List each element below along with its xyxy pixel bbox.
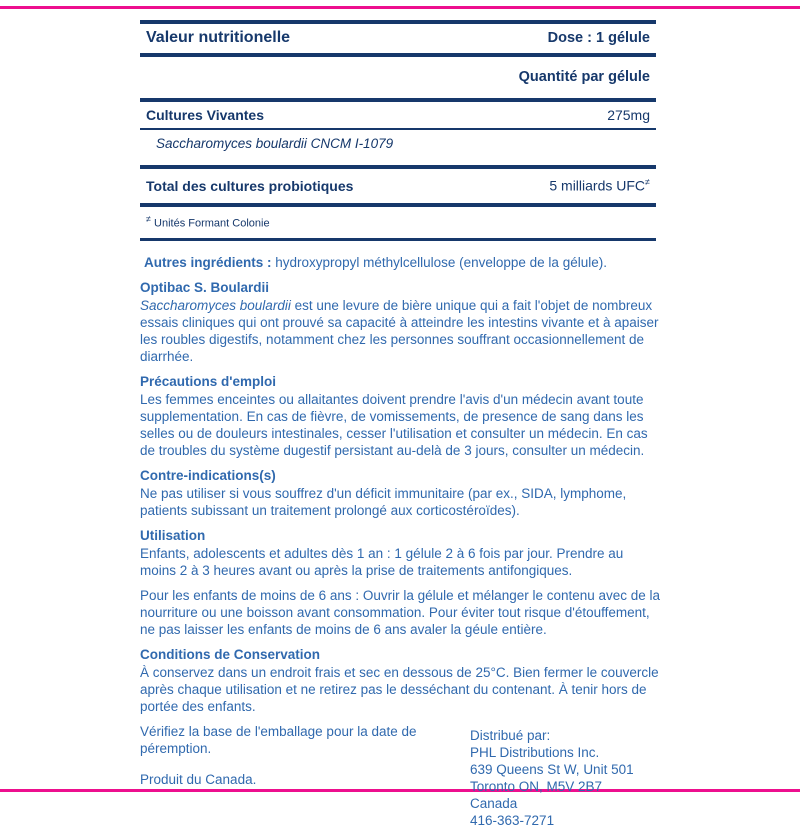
section-heading: Conditions de Conservation bbox=[140, 647, 321, 663]
label-body bbox=[140, 254, 662, 829]
section-heading: Utilisation bbox=[140, 528, 206, 544]
section-paragraph bbox=[140, 297, 662, 365]
other-ingredients bbox=[144, 254, 662, 271]
table-footnote bbox=[146, 214, 270, 230]
distributor-line: Distribué par: bbox=[470, 728, 551, 744]
footnote-marker: ≠ bbox=[645, 177, 650, 187]
section-storage bbox=[140, 646, 662, 715]
cultures-value: 275mg bbox=[607, 107, 650, 123]
distributor-name: PHL Distributions Inc. bbox=[470, 745, 600, 761]
cultures-label: Cultures Vivantes bbox=[146, 107, 265, 123]
total-value bbox=[549, 177, 650, 194]
quantity-header: Quantité par gélule bbox=[518, 69, 650, 85]
total-label: Total des cultures probiotiques bbox=[146, 177, 354, 194]
section-usage bbox=[140, 527, 662, 638]
other-ingredients-text: hydroxypropyl méthylcellulose (enveloppe de la gélule). bbox=[275, 255, 607, 271]
table-row-total bbox=[140, 169, 656, 203]
section-contraindications bbox=[140, 467, 662, 519]
distributor-city: Toronto ON, M5V 2B7 bbox=[470, 779, 603, 795]
table-footnote-row bbox=[140, 207, 656, 239]
section-heading: Contre-indications(s) bbox=[140, 468, 276, 484]
section-precautions bbox=[140, 373, 662, 459]
label-content bbox=[140, 20, 662, 829]
section-paragraph: Enfants, adolescents et adultes dès 1 an : 1 gélule 2 à 6 fois par jour. Prendre au moins 2 à 3 heures avant ou après la prise de traitements antifongiques. bbox=[140, 546, 624, 579]
dose-label: Dose : 1 gélule bbox=[547, 30, 650, 46]
section-heading: Optibac S. Boulardii bbox=[140, 280, 270, 296]
section-paragraph: Ne pas utiliser si vous souffrez d'un déficit immunitaire (par ex., SIDA, lymphome, patients subissant un traitement prolongé aux corticostéroïdes). bbox=[140, 486, 627, 519]
table-title: Valeur nutritionelle bbox=[146, 29, 291, 46]
top-accent-rule bbox=[0, 6, 800, 9]
section-paragraph: Les femmes enceintes ou allaitantes doivent prendre l'avis d'un médecin avant toute supplementation. En cas de fièvre, de vomissements, de presence de sang dans les selles ou de douleurs intestinales, cesser l'utilisation et consulter un médecin. En cas de troubles du système dugestif persistant au-delà de 3 jours, consulter un médecin. bbox=[140, 392, 648, 459]
table-header-row bbox=[140, 24, 656, 53]
other-ingredients-lead: Autres ingrédients : bbox=[144, 255, 276, 271]
total-value-text: 5 milliards UFC bbox=[549, 177, 646, 194]
section-heading: Précautions d'emploi bbox=[140, 374, 276, 390]
footnote-text: Unités Formant Colonie bbox=[150, 217, 270, 230]
table-rule-bottom bbox=[140, 238, 656, 241]
expiry-note: Vérifiez la base de l'emballage pour la date de péremption. bbox=[140, 724, 417, 757]
section-paragraph: Pour les enfants de moins de 6 ans : Ouvrir la gélule et mélanger le contenu avec de la nourriture ou une boisson avant consommation. Pour éviter tout risque d'étouffement, ne pas laisser les enfants de moins de 6 ans avaler la géule entière. bbox=[140, 588, 661, 638]
distributor-country: Canada bbox=[470, 796, 518, 812]
section-paragraph-text: est une levure de bière unique qui a fait l'objet de nombreux essais cliniques qui ont prouvé sa capacité à atteindre les intestins vivante et à apaiser les roubles digestifs, notamment chez les personnes souffrant occasionnellement de diarrhée. bbox=[140, 298, 659, 365]
origin-note: Produit du Canada. bbox=[140, 772, 257, 788]
strain-name: Saccharomyces boulardii CNCM I-1079 bbox=[156, 136, 394, 151]
table-row-strain bbox=[140, 130, 656, 165]
footer-left-column bbox=[140, 723, 460, 788]
distributor-address: 639 Queens St W, Unit 501 bbox=[470, 762, 634, 778]
section-description bbox=[140, 279, 662, 365]
distributor-phone: 416-363-7271 bbox=[470, 813, 555, 829]
footnote-marker: ≠ bbox=[146, 213, 151, 224]
label-footer bbox=[140, 723, 662, 829]
bottom-accent-rule bbox=[0, 789, 800, 792]
distributor-block bbox=[470, 727, 634, 829]
section-paragraph: À conservez dans un endroit frais et sec en dessous de 25°C. Bien fermer le couvercle après chaque utilisation et ne retirez pas le desséchant du contenant. À tenir hors de portée des enfants. bbox=[140, 665, 659, 715]
table-row-cultures bbox=[140, 102, 656, 128]
strain-italic-lead: Saccharomyces boulardii bbox=[140, 298, 291, 314]
nutrition-table bbox=[140, 20, 656, 241]
quantity-header-row bbox=[140, 57, 656, 98]
